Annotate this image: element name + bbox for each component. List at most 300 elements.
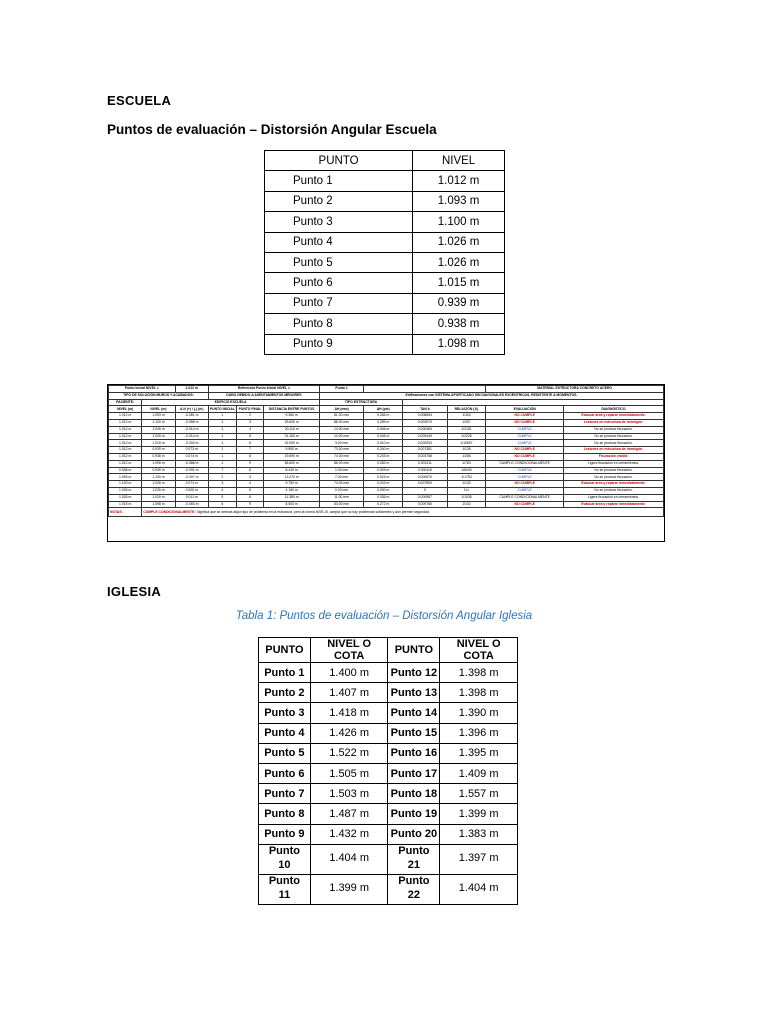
sheet-header-cell: ΔH (pie)	[364, 406, 403, 413]
sheet-cell: CUMPLE	[486, 433, 564, 440]
sheet-header-cell: PUNTO INICIAL	[208, 406, 236, 413]
sheet-cell: 0.001311	[403, 460, 447, 467]
point-cell: Punto 1	[265, 171, 413, 191]
sheet-cell: 0.036 m	[364, 494, 403, 501]
sheet-cell: 4	[236, 426, 264, 433]
sheet-cell: 0.074 m	[175, 453, 208, 460]
sheet-cell: -0.003 m	[175, 440, 208, 447]
sheet-header-cell: Δ N (+) / (-) (m)	[175, 406, 208, 413]
point-cell: Punto 9	[265, 334, 413, 354]
iglesia-header-cell: PUNTO	[388, 638, 440, 663]
table-row	[259, 723, 518, 743]
sheet-cell: 1	[208, 413, 236, 420]
sheet-cell: 0.010 m	[364, 440, 403, 447]
sheet-header-cell: NIVEL (m)	[109, 406, 142, 413]
sheet-cell: NO CUMPLE	[486, 447, 564, 454]
sheet-cell: No se produce fisuración.	[564, 487, 664, 494]
sheet-patient: EDIFICIO ESCUELA	[142, 399, 320, 406]
sheet-cell: 19.690 m	[264, 453, 320, 460]
sheet-cell: 8	[236, 467, 264, 474]
point-cell: Punto 6	[265, 273, 413, 293]
point-cell: Punto 22	[388, 874, 440, 904]
sheet-cell: Lesiones en estructura de hormigón.	[564, 419, 664, 426]
sheet-cell: NO CUMPLE	[486, 453, 564, 460]
sheet-cell: CUMPLE	[486, 440, 564, 447]
level-cell: 1.396 m	[440, 723, 518, 743]
notes-body: Significa que se detecta algún tipo de problema en la estructura, pero la norma NSR-10, acepta que no hay problemas suficientes y aún permite seguridad.	[196, 509, 430, 514]
level-cell: 1.426 m	[310, 723, 388, 743]
point-cell: Punto 5	[265, 252, 413, 272]
sheet-cell: 1/135	[447, 447, 486, 454]
sheet-cell: 0.000570	[403, 474, 447, 481]
sheet-cell: 86.00 mm	[319, 460, 363, 467]
sheet-cell: Evacuar área y reparar inmediatamente.	[564, 481, 664, 488]
sheet-cell: 73.00 mm	[319, 447, 363, 454]
level-cell: 0.939 m	[413, 293, 505, 313]
sheet-cell: No se produce fisuración.	[564, 433, 664, 440]
sheet-cell: 0.023 m	[364, 474, 403, 481]
sheet-cell: 74.00 mm	[319, 453, 363, 460]
sheet-cell: 1.012 m	[109, 440, 142, 447]
level-cell: 1.418 m	[310, 703, 388, 723]
sheet-cell: 1.012 m	[109, 460, 142, 467]
sheet-cell: 1/8440	[447, 467, 486, 474]
table-row	[259, 703, 518, 723]
sheet-cell: 83.00 mm	[319, 501, 363, 508]
sheet-cell: 0.007590	[403, 481, 447, 488]
sheet-cell: 0.939 m	[142, 447, 175, 454]
sheet-cell: NO CUMPLE	[486, 419, 564, 426]
point-cell: Punto 8	[265, 314, 413, 334]
table-row	[265, 171, 505, 191]
sheet-cell: -0.081 m	[175, 413, 208, 420]
sheet-cell: 3	[236, 419, 264, 426]
level-cell: 1.432 m	[310, 824, 388, 844]
level-cell: 1.503 m	[310, 784, 388, 804]
sheet-cell: 1/1753	[447, 474, 486, 481]
level-cell: 1.012 m	[413, 171, 505, 191]
notes-text	[142, 508, 664, 517]
sheet-cell: 6	[208, 501, 236, 508]
sheet-cell: 1/763	[447, 460, 486, 467]
sheet-cell: 0.000 m	[364, 487, 403, 494]
sheet-cell: 1	[208, 433, 236, 440]
sheet-cell: 9.750 m	[264, 481, 320, 488]
sheet-label-initial: Punto inicial NIVEL =	[109, 386, 176, 393]
sheet-cell: 11.00 mm	[319, 494, 363, 501]
sheet-cell: No se produce fisuración.	[564, 426, 664, 433]
sheet-cell: 8.440 m	[264, 467, 320, 474]
sheet-row	[109, 413, 664, 420]
sheet-cell: 1.012 m	[109, 447, 142, 454]
level-cell: 1.399 m	[310, 874, 388, 904]
sheet-cell: -0.007 m	[175, 474, 208, 481]
sheet-cell: 1.012 m	[109, 453, 142, 460]
sheet-cell: 6	[236, 494, 264, 501]
sheet-cell: 14.00 mm	[319, 426, 363, 433]
sheet-cell: 0.243 m	[364, 453, 403, 460]
point-cell: Punto 7	[259, 784, 311, 804]
level-cell: 1.398 m	[440, 663, 518, 683]
point-cell: Punto 2	[265, 191, 413, 211]
sheet-cell: Ligera fisuración en cerramientos.	[564, 494, 664, 501]
level-cell: 1.407 m	[310, 683, 388, 703]
sheet-row	[109, 453, 664, 460]
sheet-cell: 0	[403, 487, 447, 494]
sheet-cell: 1.012 m	[109, 419, 142, 426]
sheet-label-reference: Referencia Punto inicial NIVEL =	[208, 386, 319, 393]
level-cell: 1.409 m	[440, 763, 518, 783]
escuela-header-cell: PUNTO	[265, 151, 413, 171]
table-row	[259, 683, 518, 703]
sheet-cell: 81.00 mm	[319, 413, 363, 420]
sheet-initial-level: 1.012 m	[175, 386, 208, 393]
sheet-cell: 1.012 m	[109, 433, 142, 440]
sheet-cell: 6	[236, 440, 264, 447]
point-cell: Punto 21	[388, 844, 440, 874]
point-cell: Punto 9	[259, 824, 311, 844]
section-title-escuela: ESCUELA	[107, 93, 172, 108]
level-cell: 1.093 m	[413, 191, 505, 211]
sheet-cell: 1.015 m	[142, 494, 175, 501]
point-cell: Punto 7	[265, 293, 413, 313]
iglesia-header-cell: NIVEL O COTA	[440, 638, 518, 663]
point-cell: Punto 11	[259, 874, 311, 904]
sheet-cell: 1.026 m	[142, 481, 175, 488]
point-cell: Punto 16	[388, 743, 440, 763]
sheet-cell: 1.100 m	[142, 419, 175, 426]
level-cell: 1.397 m	[440, 844, 518, 874]
table-row	[265, 334, 505, 354]
sheet-row	[109, 481, 664, 488]
sheet-cell: NO CUMPLE	[486, 413, 564, 420]
level-cell: 1.522 m	[310, 743, 388, 763]
level-cell: 1.400 m	[310, 663, 388, 683]
sheet-row	[109, 474, 664, 481]
sheet-damage: DAÑO DEBIDO A ASENTAMIENTOS MENORES	[208, 392, 319, 399]
sheet-cell: 1/2151	[447, 426, 486, 433]
sheet-cell: -0.086 m	[175, 460, 208, 467]
level-cell: 1.015 m	[413, 273, 505, 293]
table-row	[259, 874, 518, 904]
sheet-cell: 0.003 m	[364, 467, 403, 474]
sheet-cell: 1	[208, 419, 236, 426]
sheet-cell: 0.938 m	[142, 453, 175, 460]
level-cell: 0.938 m	[413, 314, 505, 334]
sheet-cell: 1.093 m	[109, 474, 142, 481]
sheet-cell: 65.600 m	[264, 460, 320, 467]
sheet-cell: 1	[208, 460, 236, 467]
section-title-iglesia: IGLESIA	[107, 584, 162, 599]
table-row	[259, 824, 518, 844]
sheet-cell: 31.160 m	[264, 433, 320, 440]
point-cell: Punto 8	[259, 804, 311, 824]
sheet-cell: 1.100 m	[142, 474, 175, 481]
sheet-cell: No se produce fisuración.	[564, 467, 664, 474]
point-cell: Punto 4	[265, 232, 413, 252]
sheet-cell: 0.000449	[403, 433, 447, 440]
sheet-cell: 4.180 m	[264, 487, 320, 494]
sheet-cell: 0.000118	[403, 467, 447, 474]
sheet-cell: 1/∞	[447, 487, 486, 494]
sheet-cell: CUMPLE	[486, 426, 564, 433]
sheet-header-cell: DISTANCIA ENTRE PUNTOS	[264, 406, 320, 413]
escuela-table	[264, 150, 505, 355]
sheet-cell: 30.110 m	[264, 426, 320, 433]
sheet-header-cell: RELACIÓN (1/)	[447, 406, 486, 413]
level-cell: 1.404 m	[440, 874, 518, 904]
escuela-subtitle: Puntos de evaluación – Distorsión Angular Escuela	[107, 122, 437, 137]
sheet-cell: 1/2226	[447, 433, 486, 440]
sheet-cell: Evacuar área y reparar inmediatamente.	[564, 413, 664, 420]
sheet-cell: 1/337	[447, 419, 486, 426]
sheet-cell: 1/1035	[447, 494, 486, 501]
sheet-cell: 1	[208, 447, 236, 454]
sheet-cell: 1.100 m	[109, 481, 142, 488]
sheet-cell: 1/132	[447, 481, 486, 488]
level-cell: 1.383 m	[440, 824, 518, 844]
sheet-cell: 1.093 m	[142, 413, 175, 420]
iglesia-header-cell: PUNTO	[259, 638, 311, 663]
point-cell: Punto 17	[388, 763, 440, 783]
sheet-row	[109, 501, 664, 508]
sheet-cell: 0.000967	[403, 494, 447, 501]
point-cell: Punto 19	[388, 804, 440, 824]
sheet-cell: 5	[208, 494, 236, 501]
table-row	[259, 663, 518, 683]
sheet-cell: 2	[208, 474, 236, 481]
sheet-cell: 1.026 m	[142, 426, 175, 433]
table-row	[259, 784, 518, 804]
level-cell: 1.390 m	[440, 703, 518, 723]
sheet-row	[109, 460, 664, 467]
sheet-cell: 1.015 m	[109, 501, 142, 508]
iglesia-table	[258, 637, 518, 905]
level-cell: 1.026 m	[413, 252, 505, 272]
level-cell: 1.398 m	[440, 683, 518, 703]
sheet-cell: 0.046 m	[364, 433, 403, 440]
sheet-cell: NO CUMPLE	[486, 501, 564, 508]
point-cell: Punto 1	[259, 663, 311, 683]
sheet-cell: 32.090 m	[264, 440, 320, 447]
table-row	[259, 844, 518, 874]
sheet-solution-label: TIPO DE SOLUCIÓN MUROS Y ACABADOS:	[109, 392, 209, 399]
sheet-cell: 1.026 m	[142, 433, 175, 440]
sheet-cell: 1.026 m	[142, 487, 175, 494]
sheet-cell: CUMPLE	[486, 487, 564, 494]
table-row	[265, 232, 505, 252]
sheet-structure-desc: Edificaciones con SISTEMA APORTICADO SIN DIAGONALES EXCÉNTRICAS, RESISTENTE A MOMENTOS.	[319, 392, 663, 399]
sheet-cell: 1.012 m	[109, 426, 142, 433]
point-cell: Punto 20	[388, 824, 440, 844]
sheet-cell: 1/102	[447, 501, 486, 508]
sheet-cell: 12.270 m	[264, 474, 320, 481]
sheet-cell: 0.008654	[403, 413, 447, 420]
sheet-header-cell: ΔH (mm)	[319, 406, 363, 413]
point-cell: Punto 3	[265, 212, 413, 232]
level-cell: 1.399 m	[440, 804, 518, 824]
sheet-cell: 9.360 m	[264, 413, 320, 420]
sheet-cell: 0.000093	[403, 440, 447, 447]
sheet-cell: 8.500 m	[264, 501, 320, 508]
sheet-cell: 5	[236, 433, 264, 440]
sheet-reference-point: Punto 1	[319, 386, 363, 393]
sheet-cell: 0.240 m	[364, 447, 403, 454]
level-cell: 1.100 m	[413, 212, 505, 232]
sheet-cell: 1/10697	[447, 440, 486, 447]
sheet-cell: 0.243 m	[364, 481, 403, 488]
iglesia-header-row	[259, 638, 518, 663]
sheet-cell: 7	[236, 447, 264, 454]
table-row	[265, 212, 505, 232]
sheet-cell: 0.000 m	[175, 487, 208, 494]
table-row	[265, 252, 505, 272]
point-cell: Punto 3	[259, 703, 311, 723]
sheet-row	[109, 447, 664, 454]
point-cell: Punto 13	[388, 683, 440, 703]
sheet-cell: 1.026 m	[109, 494, 142, 501]
escuela-header-row	[265, 151, 505, 171]
iglesia-caption: Tabla 1: Puntos de evaluación – Distorsión Angular Iglesia	[235, 610, 533, 622]
sheet-header-cell: NIVEL (m)	[142, 406, 175, 413]
sheet-cell: CUMPLE CONDICIONALMENTE	[486, 494, 564, 501]
sheet-cell: 74.00 mm	[319, 481, 363, 488]
escuela-header-cell: NIVEL	[413, 151, 505, 171]
level-cell: 1.395 m	[440, 743, 518, 763]
sheet-cell: 2	[236, 413, 264, 420]
sheet-cell: 0.007381	[403, 447, 447, 454]
point-cell: Punto 5	[259, 743, 311, 763]
sheet-cell: 0.003758	[403, 453, 447, 460]
sheet-cell: No se produce fisuración.	[564, 440, 664, 447]
sheet-row	[109, 419, 664, 426]
table-row	[265, 191, 505, 211]
sheet-cell: 0.289 m	[364, 419, 403, 426]
sheet-cell: 4	[208, 487, 236, 494]
sheet-cell: 0.074 m	[175, 481, 208, 488]
sheet-header-cell: TAN θ	[403, 406, 447, 413]
evaluation-spreadsheet	[107, 384, 665, 542]
sheet-cell: 1.098 m	[142, 501, 175, 508]
sheet-cell: 0.939 m	[142, 467, 175, 474]
sheet-cell: 0.272 m	[364, 501, 403, 508]
notes-condition: CUMPLE CONDICIONALMENTE:	[143, 509, 196, 514]
point-cell: Punto 6	[259, 763, 311, 783]
point-cell: Punto 14	[388, 703, 440, 723]
level-cell: 1.026 m	[413, 232, 505, 252]
sheet-header-cell: EVALUACIÓN	[486, 406, 564, 413]
sheet-row	[109, 440, 664, 447]
sheet-cell: 0.000465	[403, 426, 447, 433]
sheet-cell: 3.00 mm	[319, 440, 363, 447]
sheet-cell: 0.282 m	[364, 460, 403, 467]
level-cell: 1.404 m	[310, 844, 388, 874]
iglesia-header-cell: NIVEL O COTA	[310, 638, 388, 663]
level-cell: 1.098 m	[413, 334, 505, 354]
sheet-material: MATERIAL ESTRUCTURA CONCRETO ACERO	[486, 386, 664, 393]
sheet-cell: 5	[236, 487, 264, 494]
sheet-cell: 8	[236, 453, 264, 460]
sheet-cell: NO CUMPLE	[486, 481, 564, 488]
sheet-cell: CUMPLE	[486, 467, 564, 474]
sheet-cell: -0.014 m	[175, 426, 208, 433]
sheet-cell: CUMPLE	[486, 474, 564, 481]
sheet-row	[109, 433, 664, 440]
level-cell: 1.505 m	[310, 763, 388, 783]
sheet-cell: 0.009765	[403, 501, 447, 508]
sheet-cell: -0.083 m	[175, 501, 208, 508]
table-row	[265, 314, 505, 334]
sheet-cell: 3	[236, 474, 264, 481]
sheet-cell: -0.001 m	[175, 467, 208, 474]
table-row	[259, 763, 518, 783]
sheet-cell: 9.890 m	[264, 447, 320, 454]
sheet-header-cell: PUNTO FINAL	[236, 406, 264, 413]
sheet-cell: Ligera fisuración en cerramientos.	[564, 460, 664, 467]
sheet-cell: Lesiones en estructura de hormigón.	[564, 447, 664, 454]
sheet-cell: 1	[208, 426, 236, 433]
sheet-cell: 0.00 mm	[319, 487, 363, 494]
sheet-row	[109, 494, 664, 501]
sheet-cell: 0.002970	[403, 419, 447, 426]
point-cell: Punto 15	[388, 723, 440, 743]
table-row	[259, 743, 518, 763]
sheet-cell: 7	[208, 467, 236, 474]
sheet-cell: 1.026 m	[109, 487, 142, 494]
sheet-cell: 0.938 m	[109, 467, 142, 474]
sheet-row	[109, 467, 664, 474]
sheet-cell: 0.011 m	[175, 494, 208, 501]
point-cell: Punto 12	[388, 663, 440, 683]
point-cell: Punto 18	[388, 784, 440, 804]
sheet-cell: 0.073 m	[175, 447, 208, 454]
level-cell: 1.557 m	[440, 784, 518, 804]
sheet-cell: -0.088 m	[175, 419, 208, 426]
sheet-cell: 9	[236, 501, 264, 508]
sheet-cell: 14.00 mm	[319, 433, 363, 440]
sheet-cell: 1.012 m	[109, 413, 142, 420]
sheet-cell: 7.00 mm	[319, 474, 363, 481]
sheet-cell: Fisuración visible.	[564, 453, 664, 460]
level-cell: 1.487 m	[310, 804, 388, 824]
sheet-cell: 1/116	[447, 413, 486, 420]
sheet-cell: 11.380 m	[264, 494, 320, 501]
point-cell: Punto 4	[259, 723, 311, 743]
point-cell: Punto 10	[259, 844, 311, 874]
sheet-cell: CUMPLE CONDICIONALMENTE	[486, 460, 564, 467]
sheet-patient-label: PACIENTE:	[109, 399, 142, 406]
sheet-notes-row	[109, 508, 664, 517]
sheet-header-cell: DIAGNÓSTICO	[564, 406, 664, 413]
sheet-cell: 1	[208, 440, 236, 447]
table-row	[265, 273, 505, 293]
table-row	[259, 804, 518, 824]
point-cell: Punto 2	[259, 683, 311, 703]
table-row	[265, 293, 505, 313]
sheet-cell: 3	[208, 481, 236, 488]
sheet-cell: 1.00 mm	[319, 467, 363, 474]
sheet-row	[109, 426, 664, 433]
sheet-structure-type: TIPO ESTRUCTURA	[319, 399, 402, 406]
sheet-cell: 1	[208, 453, 236, 460]
sheet-cell: No se produce fisuración.	[564, 474, 664, 481]
sheet-cell: 4	[236, 481, 264, 488]
sheet-cell: 1/266	[447, 453, 486, 460]
sheet-cell: Evacuar área y reparar inmediatamente.	[564, 501, 664, 508]
sheet-cell: 9	[236, 460, 264, 467]
sheet-cell: -0.014 m	[175, 433, 208, 440]
sheet-row	[109, 487, 664, 494]
